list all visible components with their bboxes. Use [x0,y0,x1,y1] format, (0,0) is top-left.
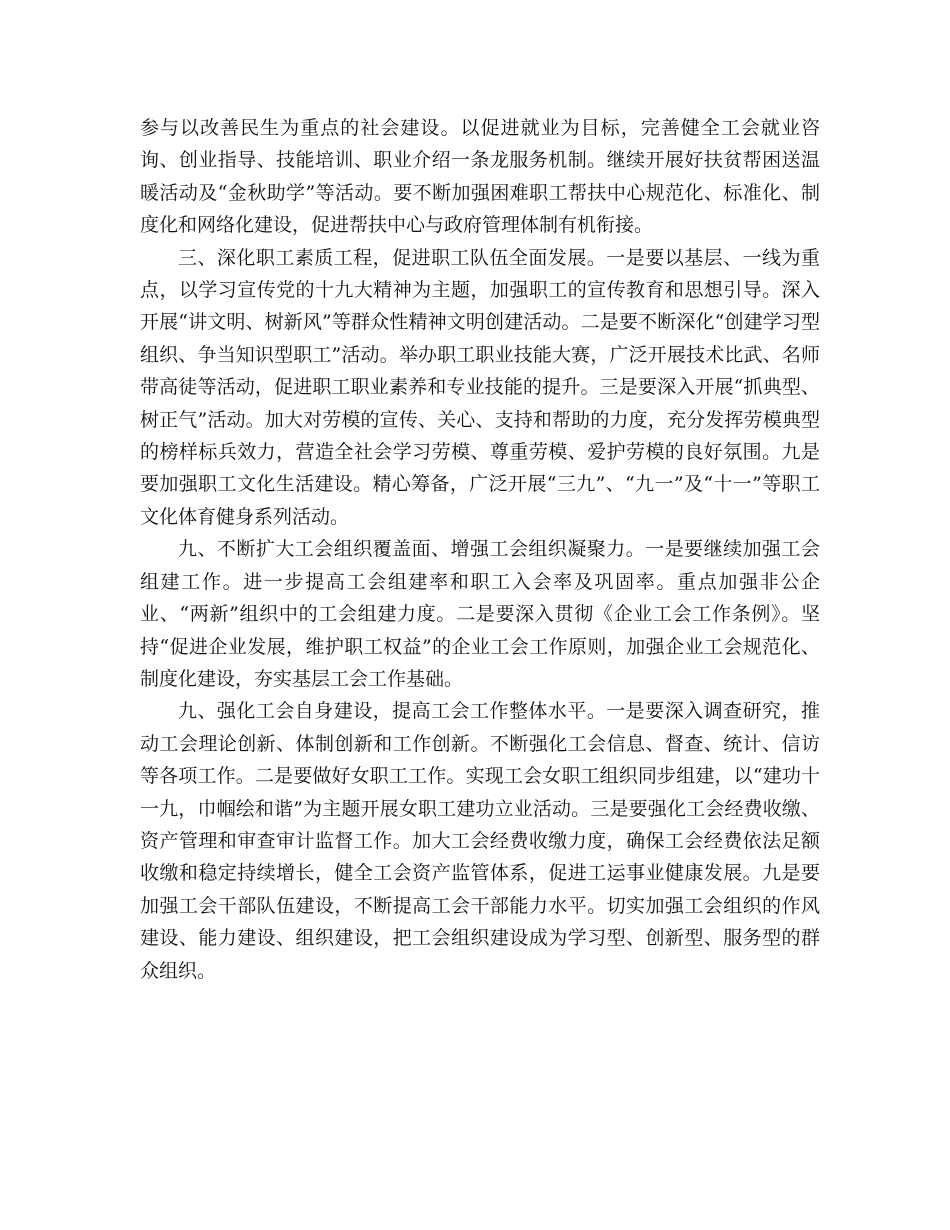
paragraph-union-coverage: 九、不断扩大工会组织覆盖面、增强工会组织凝聚力。一是要继续加强工会组建工作。进一步提高工会组建率和职工入会率及巩固率。重点加强非公企业、“两新”组织中的工会组建力度。二是要深入贯彻《企业工会工作条例》。坚持“促进企业发展，维护职工权益”的企业工会工作原则，加强企业工会规范化、制度化建设，夯实基层工会工作基础。 [140,538,820,690]
document-body [140,112,820,987]
paragraph-social-construction: 参与以改善民生为重点的社会建设。以促进就业为目标，完善健全工会就业咨询、创业指导、技能培训、职业介绍一条龙服务机制。继续开展好扶贫帮困送温暖活动及“金秋助学”等活动。要不断加强困难职工帮扶中心规范化、标准化、制度化和网络化建设，促进帮扶中心与政府管理体制有机衔接。 [140,117,820,237]
paragraph-worker-quality: 三、深化职工素质工程，促进职工队伍全面发展。一是要以基层、一线为重点，以学习宣传党的十九大精神为主题，加强职工的宣传教育和思想引导。深入开展“讲文明、树新风”等群众性精神文明创建活动。二是要不断深化“创建学习型组织、争当知识型职工”活动。举办职工职业技能大赛，广泛开展技术比武、名师带高徒等活动，促进职工职业素养和专业技能的提升。三是要深入开展“抓典型、树正气”活动。加大对劳模的宣传、关心、支持和帮助的力度，充分发挥劳模典型的榜样标兵效力，营造全社会学习劳模、尊重劳模、爱护劳模的良好氛围。九是要加强职工文化生活建设。精心筹备，广泛开展“三九”、“九一”及“十一”等职工文化体育健身系列活动。 [140,246,820,528]
paragraph-union-self-building: 九、强化工会自身建设，提高工会工作整体水平。一是要深入调查研究，推动工会理论创新、体制创新和工作创新。不断强化工会信息、督查、统计、信访等各项工作。二是要做好女职工工作。实现工会女职工组织同步组建，以“建功十一九，巾帼绘和谐”为主题开展女职工建功立业活动。三是要强化工会经费收缴、资产管理和审查审计监督工作。加大工会经费收缴力度，确保工会经费依法足额收缴和稳定持续增长，健全工会资产监管体系，促进工运事业健康发展。九是要加强工会干部队伍建设，不断提高工会干部能力水平。切实加强工会组织的作风建设、能力建设、组织建设，把工会组织建设成为学习型、创新型、服务型的群众组织。 [140,700,820,982]
